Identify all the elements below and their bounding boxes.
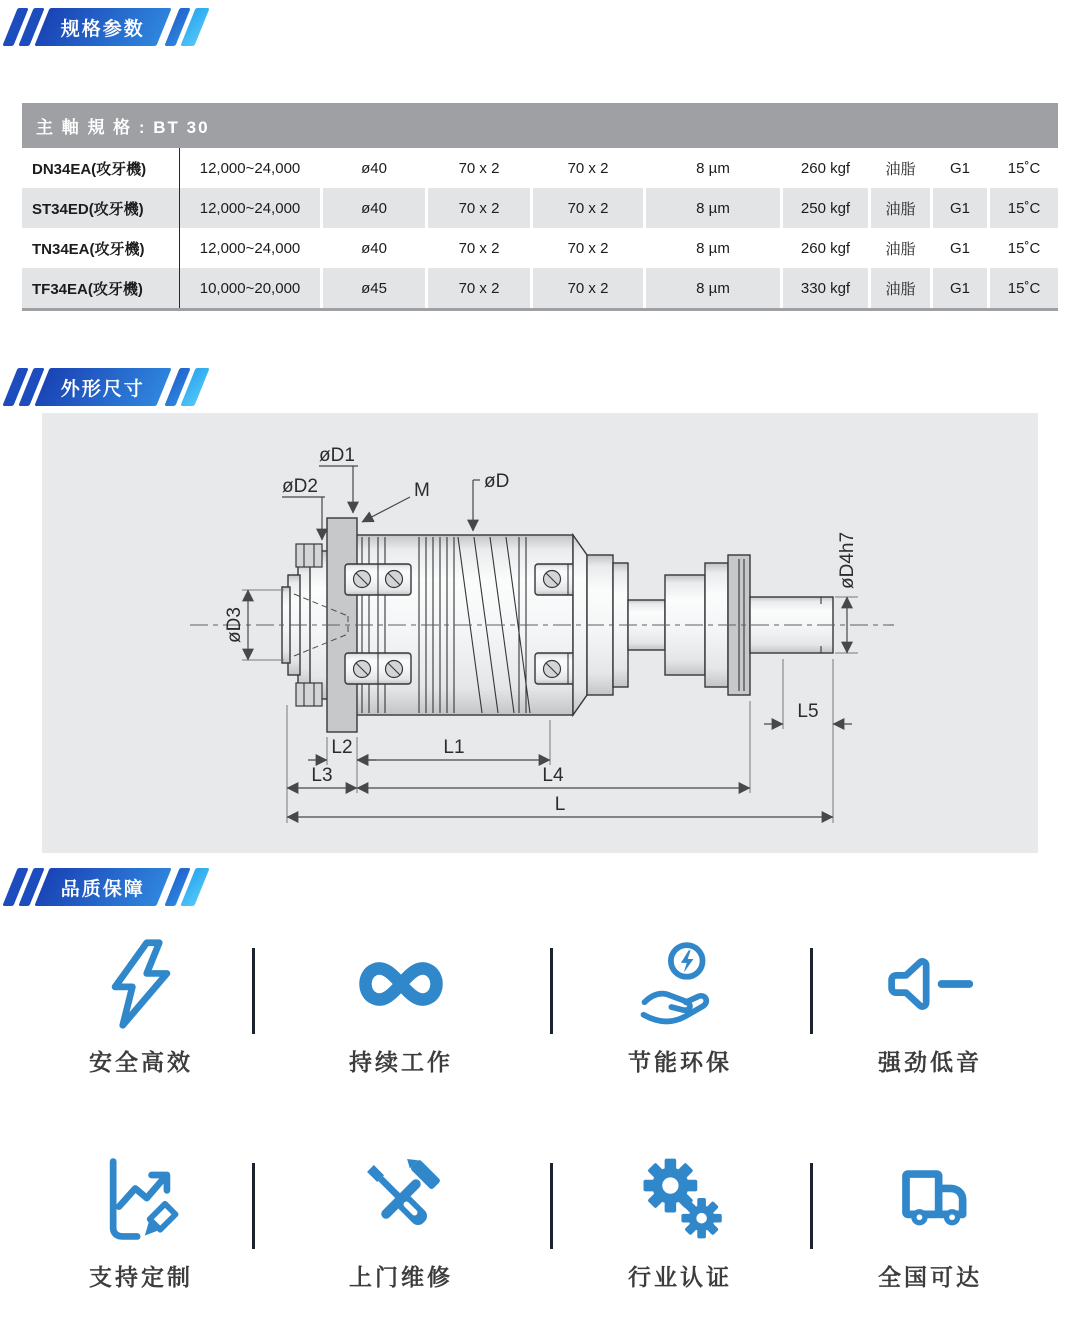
dim-label-l3: L3: [311, 765, 333, 786]
dim-label-l1: L1: [443, 737, 465, 758]
speed-range: 12,000~24,000: [180, 188, 320, 228]
section-header-dimensions: [10, 368, 1080, 406]
speed-range: 12,000~24,000: [199, 159, 301, 177]
lightning-icon: [93, 932, 189, 1036]
shaft-dia: ø40: [320, 188, 425, 228]
dim-label-d3: øD3: [224, 607, 245, 643]
spec-table-title: 主 軸 規 格 : BT 30: [22, 103, 1058, 148]
runout: 8 µm: [643, 188, 780, 228]
quality-item-label: 全国可达: [878, 1264, 982, 1290]
quality-item-label: 强劲低音: [878, 1049, 982, 1075]
shaft-dia: ø45: [320, 268, 425, 308]
clamp-screw: [296, 683, 322, 706]
speed-range: 10,000~20,000: [180, 268, 320, 308]
dim-label-d2: øD2: [282, 476, 318, 497]
energy-saving-icon: [632, 932, 728, 1036]
shaft-dia: ø40: [320, 148, 425, 188]
model-name: TF34EA(攻牙機): [22, 268, 180, 308]
section-title-specs: 规格参数: [34, 8, 171, 46]
infinity-icon: [349, 932, 453, 1036]
quality-item-energy-saving: [550, 932, 810, 1077]
onsite-repair-icon: [353, 1147, 449, 1251]
cooling-temp: 15˚C: [987, 268, 1058, 308]
balance-grade: G1: [930, 228, 987, 268]
lubrication: 油脂: [868, 228, 930, 268]
balance-grade: G1: [930, 148, 987, 188]
quality-item-label: 节能环保: [628, 1049, 732, 1075]
shaft-dia: ø40: [320, 228, 425, 268]
quality-item-onsite-repair: [252, 1147, 550, 1292]
drawbar-force: 260 kgf: [780, 148, 868, 188]
quality-item-certification: [550, 1147, 810, 1292]
rear-bearing: 70 x 2: [530, 188, 643, 228]
speed-range: 12,000~24,000: [199, 239, 301, 257]
front-bearing: 70 x 2: [425, 188, 530, 228]
drawbar-force: 330 kgf: [780, 268, 868, 308]
balance-grade: G1: [930, 268, 987, 308]
cooling-temp: 15˚C: [987, 228, 1058, 268]
model-name: ST34ED(攻牙機): [22, 188, 180, 228]
dim-label-d1: øD1: [319, 445, 355, 466]
section-title-quality: 品质保障: [34, 868, 171, 906]
quality-item-customization: [30, 1147, 252, 1292]
front-bearing: 70 x 2: [425, 148, 530, 188]
quality-item-label: 上门维修: [349, 1264, 453, 1290]
dimension-drawing-panel: [42, 413, 1038, 853]
dim-label-d: øD: [484, 471, 510, 492]
model-name: TN34EA(攻牙機): [22, 228, 180, 268]
balance-grade: G1: [930, 188, 987, 228]
quality-item-continuous-work: [252, 932, 550, 1077]
runout: 8 µm: [643, 148, 780, 188]
quality-item-label: 持续工作: [349, 1049, 453, 1075]
customization-icon: [93, 1147, 189, 1251]
rear-bearing: 70 x 2: [530, 228, 643, 268]
quality-grid: [30, 932, 1050, 1292]
drawbar-force: 250 kgf: [780, 188, 868, 228]
quality-item-low-noise: [810, 932, 1050, 1077]
lubrication: 油脂: [868, 188, 930, 228]
drawbar-force: 260 kgf: [780, 228, 868, 268]
rear-bearing: 70 x 2: [530, 268, 643, 308]
dim-label-l5: L5: [797, 701, 819, 722]
dim-label-l2: L2: [331, 737, 353, 758]
quality-item-safe-efficient: [30, 932, 252, 1077]
quality-item-label: 支持定制: [89, 1264, 193, 1290]
section-title-dimensions: 外形尺寸: [34, 368, 171, 406]
quality-item-label: 行业认证: [628, 1264, 732, 1290]
runout: 8 µm: [643, 268, 780, 308]
dim-label-l: L: [554, 794, 566, 815]
spindle-technical-drawing: [42, 413, 1038, 853]
nationwide-delivery-icon: [882, 1147, 978, 1251]
runout: 8 µm: [643, 228, 780, 268]
table-row: [22, 148, 1058, 188]
dim-label-m: M: [414, 480, 430, 501]
quality-item-label: 安全高效: [89, 1049, 193, 1075]
section-header-quality: [10, 868, 1080, 906]
cooling-temp: 15˚C: [987, 148, 1058, 188]
dim-label-d4h7: øD4h7: [837, 531, 858, 589]
quality-item-nationwide-delivery: [810, 1147, 1050, 1292]
lubrication: 油脂: [868, 268, 930, 308]
clamp-screw: [296, 544, 322, 567]
model-name: DN34EA(攻牙機): [22, 148, 180, 188]
spec-table: [22, 103, 1058, 311]
table-row: [22, 268, 1058, 308]
front-bearing: 70 x 2: [425, 228, 530, 268]
table-row: [22, 228, 1058, 268]
lubrication: 油脂: [868, 148, 930, 188]
front-bearing: 70 x 2: [425, 268, 530, 308]
cooling-temp: 15˚C: [987, 188, 1058, 228]
certification-icon: [632, 1147, 728, 1251]
rear-bearing: 70 x 2: [530, 148, 643, 188]
table-row: [22, 188, 1058, 228]
section-header-specs: [10, 8, 1080, 46]
dim-label-l4: L4: [542, 765, 564, 786]
low-noise-icon: [882, 932, 978, 1036]
